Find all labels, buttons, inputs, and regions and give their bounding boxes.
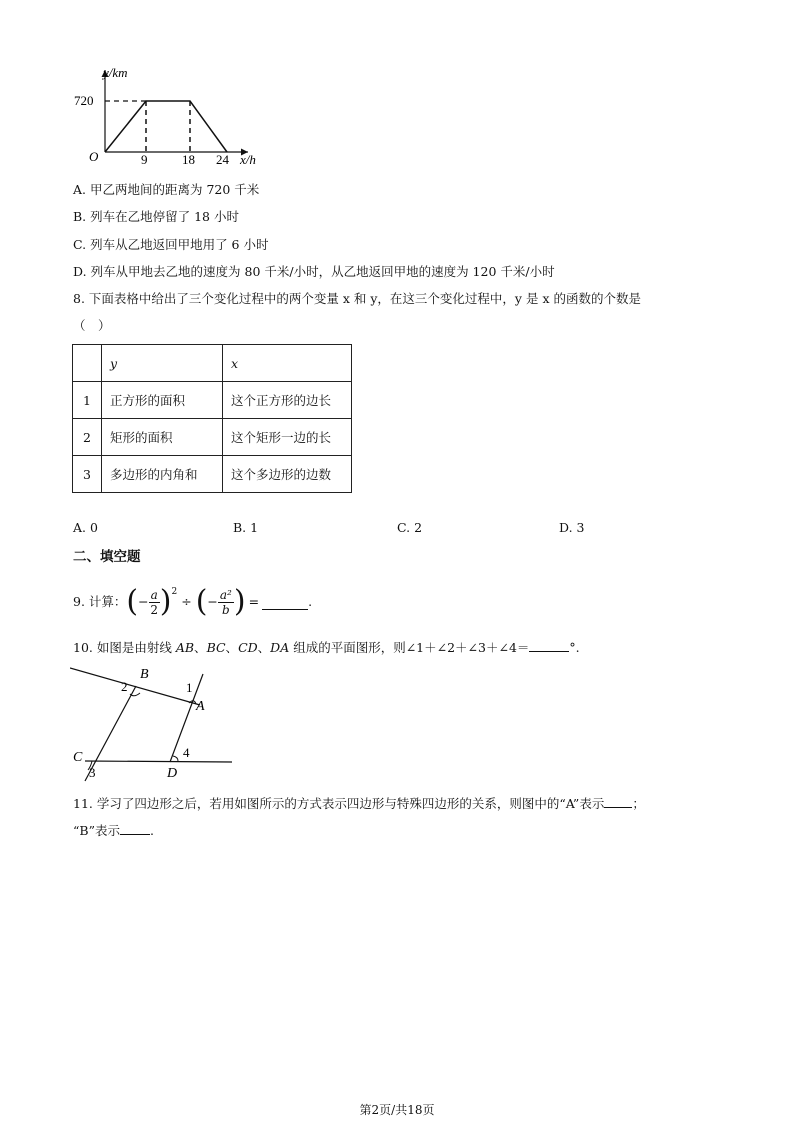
quadrilateral-rays-figure	[70, 660, 240, 785]
table-header-cell	[73, 345, 102, 382]
fraction-numerator: a	[150, 587, 158, 602]
minus-sign: −	[138, 594, 149, 609]
point-label-c: C	[73, 750, 83, 765]
q10-text: 组成的平面图形，则∠1＋∠2＋∠3＋∠4＝	[289, 640, 530, 655]
table-row	[73, 382, 352, 419]
exponent: 2	[171, 587, 178, 597]
answer-blank-a[interactable]	[604, 795, 632, 808]
table-header-cell: x	[223, 345, 352, 382]
q9-prefix: 9. 计算：	[73, 594, 127, 609]
answer-blank[interactable]	[262, 595, 308, 610]
q9-expression	[73, 582, 312, 622]
q8-option-b: B. 1	[233, 520, 259, 535]
q11-line1	[73, 795, 645, 812]
table-cell: 这个正方形的边长	[223, 382, 352, 419]
table-cell: 这个多边形的边数	[223, 456, 352, 493]
table-cell: 2	[73, 419, 102, 456]
x-tick-9: 9	[141, 152, 148, 167]
ray-line-cd	[85, 761, 232, 762]
ray-line-ab	[70, 668, 200, 705]
q8-option-c: C. 2	[397, 520, 423, 535]
angle-label-3: 3	[89, 765, 96, 780]
table-cell: 1	[73, 382, 102, 419]
origin-label: O	[89, 149, 99, 164]
fraction-a2-over-b	[218, 588, 234, 617]
ray-bc: BC	[206, 640, 226, 655]
q8-stem: 8. 下面表格中给出了三个变化过程中的两个变量 x 和 y，在这三个变化过程中，y 是 x 的函数的个数是	[73, 291, 641, 306]
fraction-denominator: 2	[150, 602, 158, 617]
ray-ab: AB	[175, 640, 195, 655]
q7-option-a: A. 甲乙两地间的距离为 720 千米	[73, 182, 260, 197]
q8-option-a: A. 0	[73, 520, 98, 535]
table-cell: 正方形的面积	[102, 382, 223, 419]
angle-label-2: 2	[121, 679, 128, 694]
q8-table	[72, 344, 352, 493]
q11-text: “B”表示	[73, 823, 120, 838]
right-paren: )	[233, 584, 246, 619]
x-axis-label: x/h	[240, 152, 256, 167]
table-row	[73, 419, 352, 456]
ray-da: DA	[270, 640, 290, 655]
q7-option-b: B. 列车在乙地停留了 18 小时	[73, 209, 239, 224]
right-paren: )	[159, 584, 172, 619]
fraction-denominator: b	[222, 602, 230, 617]
angle-label-4: 4	[183, 745, 190, 760]
table-cell: 矩形的面积	[102, 419, 223, 456]
q10-text: 10. 如图是由射线	[73, 640, 176, 655]
angle-label-1: 1	[186, 680, 193, 695]
angle-arc-4	[173, 756, 178, 761]
separator: 、	[225, 640, 239, 655]
q9-end: .	[308, 594, 313, 609]
q11-line2	[73, 822, 154, 839]
equals-sign: =	[248, 594, 260, 609]
fraction-numerator: a²	[219, 587, 232, 602]
table-header-cell: y	[102, 345, 223, 382]
answer-blank[interactable]	[529, 639, 569, 652]
page-footer: 第2页/共18页	[359, 1103, 435, 1117]
y-tick-720: 720	[74, 93, 94, 108]
fraction-a-over-2	[149, 588, 160, 617]
q10-stem	[73, 639, 580, 656]
x-tick-24: 24	[216, 152, 229, 167]
table-cell: 3	[73, 456, 102, 493]
q11-text: 11. 学习了四边形之后，若用如图所示的方式表示四边形与特殊四边形的关系，则图中的“A”表示	[73, 796, 605, 811]
point-label-a: A	[196, 699, 205, 714]
separator: 、	[194, 640, 207, 655]
q7-option-c: C. 列车从乙地返回甲地用了 6 小时	[73, 237, 269, 252]
table-header-row	[73, 345, 352, 382]
x-tick-18: 18	[182, 152, 195, 167]
q7-option-d: D. 列车从甲地去乙地的速度为 80 千米/小时，从乙地返回甲地的速度为 120 千米/小时	[73, 264, 555, 279]
left-paren: (	[126, 584, 139, 619]
table-cell: 这个矩形一边的长	[223, 419, 352, 456]
distance-time-graph	[70, 60, 280, 170]
division-sign: ÷	[181, 594, 192, 609]
q11-text: .	[149, 823, 154, 838]
section-title: 二、填空题	[73, 549, 141, 565]
table-cell: 多边形的内角和	[102, 456, 223, 493]
graph-line	[105, 101, 227, 152]
minus-sign: −	[207, 594, 218, 609]
table-row	[73, 456, 352, 493]
point-label-b: B	[140, 667, 149, 682]
left-paren: (	[195, 584, 208, 619]
y-axis-label: y/km	[103, 65, 128, 80]
q8-answer-paren: （ ）	[73, 318, 111, 333]
q10-text: °.	[569, 640, 580, 655]
q8-option-d: D. 3	[559, 520, 585, 535]
separator: 、	[257, 640, 271, 655]
answer-blank-b[interactable]	[120, 822, 150, 835]
q11-text: ；	[632, 796, 645, 811]
ray-cd: CD	[238, 640, 258, 655]
point-label-d: D	[167, 766, 178, 781]
